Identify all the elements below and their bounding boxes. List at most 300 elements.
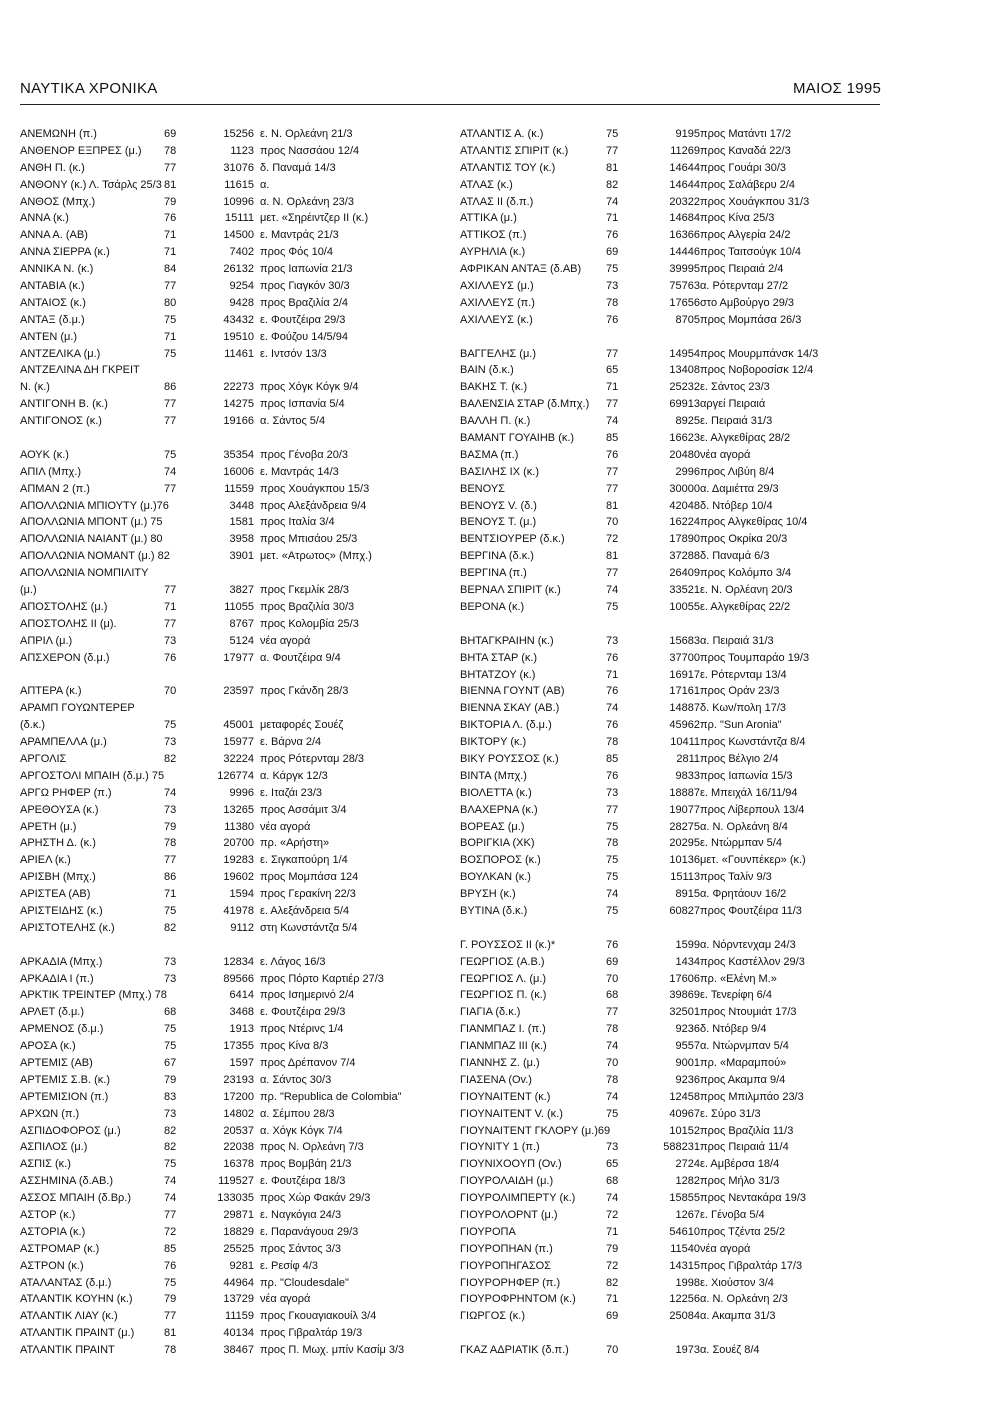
status: ε. Σιγκαπούρη 1/4 xyxy=(260,854,348,867)
ship-entry xyxy=(20,852,450,869)
ship-name: ΑΠΣΧΕΡΟΝ (δ.μ.) xyxy=(20,651,110,664)
status: νέα αγορά xyxy=(700,1242,751,1255)
tonnage: 89566 xyxy=(223,972,254,985)
tonnage: 9833 xyxy=(675,769,700,782)
status: προς Αλεξάνδρεια 9/4 xyxy=(260,499,367,512)
issue-date: ΜΑΙΟΣ 1995 xyxy=(793,80,882,97)
tonnage: 16366 xyxy=(669,229,700,242)
ship-entry xyxy=(460,227,880,244)
ship-name: ΑΤΤΙΚΑ (μ.) xyxy=(460,212,517,225)
ship-entry xyxy=(460,177,880,194)
ship-name: ΓΕΩΡΓΙΟΣ (Α.Β.) xyxy=(460,955,545,968)
ship-entry xyxy=(20,1038,450,1055)
ship-name: ΑΧΙΛΛΕΥΣ (π.) xyxy=(460,296,535,309)
ship-name: ΓΙΑΓΙΑ (δ.κ.) xyxy=(460,1006,521,1019)
tonnage: 16623 xyxy=(669,432,700,445)
build-year: 77 xyxy=(164,617,177,630)
build-year: 71 xyxy=(164,600,177,613)
build-year: 75 xyxy=(164,448,177,461)
tonnage: 10411 xyxy=(670,736,700,749)
tonnage: 13729 xyxy=(223,1293,254,1306)
ship-name: ΓΙΟΥΡΟΡΗΦΕΡ (π.) xyxy=(460,1276,561,1289)
ship-name: ΑΡΙΣΒΗ (Μπχ.) xyxy=(20,871,96,884)
ship-entry xyxy=(460,599,880,616)
tonnage: 16224 xyxy=(669,516,700,529)
ship-name: ΑΦΡΙΚΑΝ ΑΝΤΑΞ (δ.ΑΒ) xyxy=(460,263,582,276)
build-year: 74 xyxy=(606,195,619,208)
ship-entry xyxy=(460,937,880,954)
header-rule xyxy=(20,104,880,105)
status: ε. Ντώρμπαν 5/4 xyxy=(700,837,782,850)
build-year: 69 xyxy=(606,246,619,259)
ship-entry xyxy=(460,1275,880,1292)
ship-entry xyxy=(20,464,450,481)
status: ε. Τενερίφη 6/4 xyxy=(700,989,772,1002)
tonnage: 45962 xyxy=(669,719,700,732)
tonnage: 43432 xyxy=(223,313,254,326)
ship-name: ΑΠΟΣΤΟΛΗΣ ΙΙ (μ). xyxy=(20,617,117,630)
ship-name: ΒΕΝΟΥΣ xyxy=(460,482,505,495)
ship-name: ΒΙΕΝΝΑ ΓΟΥΝΤ (ΑΒ) xyxy=(460,685,565,698)
build-year: 75 xyxy=(606,600,619,613)
ship-entry xyxy=(20,1139,450,1156)
status: προς Βέλγιο 2/4 xyxy=(700,752,779,765)
build-year: 76 xyxy=(606,685,619,698)
build-year: 71 xyxy=(606,381,619,394)
build-year: 79 xyxy=(164,1293,177,1306)
ship-name: ΑΝΤΑΒΙΑ (κ.) xyxy=(20,280,85,293)
tonnage: 19602 xyxy=(223,871,254,884)
ship-entry xyxy=(460,278,880,295)
build-year: 82 xyxy=(164,752,177,765)
tonnage: 17200 xyxy=(223,1090,254,1103)
build-year: 73 xyxy=(606,634,619,647)
ship-entry xyxy=(20,177,450,194)
ship-entry xyxy=(20,920,450,937)
build-year: 77 xyxy=(606,567,619,580)
ship-entry xyxy=(20,143,450,160)
build-year: 74 xyxy=(606,415,619,428)
ship-name: ΑΤΤΙΚΟΣ (π.) xyxy=(460,229,527,242)
status: α. Ν. Ορλεάνη 2/3 xyxy=(700,1293,788,1306)
ship-name: ΑΝΤΕΝ (μ.) xyxy=(20,330,78,343)
ship-entry xyxy=(460,379,880,396)
ship-name: ΒΑΙΝ (δ.κ.) xyxy=(460,364,514,377)
tonnage: 12256 xyxy=(669,1293,700,1306)
tonnage: 18829 xyxy=(223,1225,254,1238)
ship-entry xyxy=(20,1325,450,1342)
tonnage: 19077 xyxy=(669,803,700,816)
tonnage: 30000 xyxy=(669,482,700,495)
tonnage: 7402 xyxy=(229,246,254,259)
tonnage: 13265 xyxy=(223,803,254,816)
ship-entry xyxy=(460,903,880,920)
ship-name: ΑΝΤΖΕΛΙΚΑ (μ.) xyxy=(20,347,101,360)
build-year: 70 xyxy=(606,1344,619,1357)
build-year: 77 xyxy=(164,584,177,597)
tonnage: 37288 xyxy=(669,550,700,563)
ship-entry xyxy=(20,700,450,717)
tonnage: 11461 xyxy=(224,347,254,360)
tonnage: 16378 xyxy=(223,1158,254,1171)
tonnage: 1913 xyxy=(229,1023,254,1036)
status: ε. Ναγκόγια 24/3 xyxy=(260,1209,342,1221)
ship-entry xyxy=(460,430,880,447)
ship-name: ΑΡΙΣΤΕΑ (ΑΒ) xyxy=(20,888,91,901)
status: μετ. «Ατρωτος» (Μπχ.) xyxy=(260,550,372,563)
tonnage: 11055 xyxy=(224,600,254,613)
status: προς Βραζιλία 2/4 xyxy=(260,296,349,309)
ship-name: ΑΝΤΑΙΟΣ (κ.) xyxy=(20,296,86,309)
ship-name: ΑΡΙΕΛ (κ.) xyxy=(20,854,71,867)
ship-name: ΓΙΟΥΡΟΠΗΓΑΣΟΣ xyxy=(460,1259,551,1272)
status: προς Βραζιλία 11/3 xyxy=(700,1124,794,1137)
ship-name: ΑΡΙΣΤΕΙΔΗΣ (κ.) xyxy=(20,904,103,917)
status: προς Καναδά 22/3 xyxy=(700,144,791,157)
ship-name: ΓΙΟΥΝΑΙΤΕΝΤ V. (κ.) xyxy=(460,1107,563,1120)
ship-name: ΓΙΟΥΡΟΛΙΜΠΕΡΤΥ (κ.) xyxy=(460,1192,576,1205)
tonnage: 69913 xyxy=(669,398,700,411)
status: α. Σέμπου 28/3 xyxy=(260,1107,335,1120)
publication-title: ΝΑΥΤΙΚΑ ΧΡΟΝΙΚΑ xyxy=(20,80,158,97)
ship-entry xyxy=(460,565,880,582)
ship-entry xyxy=(460,1106,880,1123)
ship-name: ΑΝΤΑΞ (δ.μ.) xyxy=(20,313,85,326)
tonnage: 2724 xyxy=(675,1158,700,1171)
status: προς Γερακίνη 22/3 xyxy=(260,888,356,901)
ship-entry xyxy=(20,1072,450,1089)
status: α. Δαμιέττα 29/3 xyxy=(700,482,779,495)
tonnage: 1434 xyxy=(675,955,700,968)
build-year: 75 xyxy=(606,263,619,276)
tonnage: 17161 xyxy=(669,685,700,698)
ship-name: (μ.) xyxy=(20,584,37,597)
build-year: 70 xyxy=(164,685,177,698)
status: ε. Αλεξάνδρεια 5/4 xyxy=(260,904,350,917)
status: προς Π. Μωχ. μπίν Κασίμ 3/3 xyxy=(260,1344,405,1357)
build-year: 73 xyxy=(606,786,619,799)
status: προς Κολομβία 25/3 xyxy=(260,617,359,630)
build-year: 74 xyxy=(606,1090,619,1103)
status: ε. Πειραιά 31/3 xyxy=(700,415,773,428)
ship-name: ΑΡΚΑΔΙΑ (Μπχ.) xyxy=(20,955,103,968)
tonnage: 3958 xyxy=(229,533,254,546)
tonnage: 14446 xyxy=(669,246,700,259)
ship-entry xyxy=(460,210,880,227)
ship-name: ΑΡΕΘΟΥΣΑ (κ.) xyxy=(20,803,99,816)
tonnage: 37700 xyxy=(669,651,700,664)
ship-entry xyxy=(460,498,880,515)
tonnage: 23193 xyxy=(223,1073,254,1086)
ship-entry xyxy=(20,768,450,785)
ship-name: ΑΣΣΗΜΙΝΑ (δ.ΑΒ.) xyxy=(20,1175,114,1188)
tonnage: 25232 xyxy=(669,381,700,394)
build-year: 74 xyxy=(164,465,177,478)
ship-entry xyxy=(20,819,450,836)
status: προς Γιβραλτάρ 17/3 xyxy=(700,1259,803,1272)
build-year: 85 xyxy=(606,432,619,445)
ship-entry xyxy=(460,1241,880,1258)
tonnage: 11615 xyxy=(224,178,254,191)
ship-name: ΓΙΟΥΝΙΤΥ 1 (π.) xyxy=(460,1141,540,1154)
tonnage: 22273 xyxy=(223,381,254,394)
build-year: 82 xyxy=(606,178,619,191)
ship-name: ΑΟΥΚ (κ.) xyxy=(20,448,69,461)
ship-name: ΒΑΓΓΕΛΗΣ (μ.) xyxy=(460,347,536,360)
ship-entry xyxy=(20,447,450,464)
ship-name: ΓΙΟΥΝΑΙΤΕΝΤ (κ.) xyxy=(460,1090,551,1103)
ship-entry xyxy=(20,413,450,430)
status: προς Τζέντα 25/2 xyxy=(700,1225,786,1238)
ship-entry xyxy=(460,650,880,667)
ship-entry xyxy=(20,396,450,413)
ship-name: ΑΡΙΣΤΟΤΕΛΗΣ (κ.) xyxy=(20,921,115,934)
status: προς Μπιλμπάο 23/3 xyxy=(700,1090,804,1103)
status: προς Αλγκεθίρας 10/4 xyxy=(700,516,808,529)
tonnage: 8767 xyxy=(229,617,254,630)
ship-entry xyxy=(460,1139,880,1156)
build-year: 73 xyxy=(606,1141,619,1154)
status: προς Γκεμλίκ 28/3 xyxy=(260,584,350,597)
status: δ. Ντόβερ 9/4 xyxy=(700,1023,767,1036)
ship-entry xyxy=(20,1207,450,1224)
build-year: 77 xyxy=(606,398,619,411)
tonnage: 10996 xyxy=(223,195,254,208)
ship-name: ΑΡΟΣΑ (κ.) xyxy=(20,1040,76,1053)
status: προς Βραζιλία 30/3 xyxy=(260,600,355,613)
ship-entry xyxy=(20,886,450,903)
ship-entry xyxy=(460,667,880,684)
tonnage: 19283 xyxy=(223,854,254,867)
build-year: 74 xyxy=(606,702,619,715)
ship-name: ΑΣΤΟΡΙΑ (κ.) xyxy=(20,1225,86,1238)
ship-entry xyxy=(460,633,880,650)
ship-name: ΑΤΛΑΝΤΙΚ ΚΟΥΗΝ (κ.) xyxy=(20,1293,133,1306)
tonnage: 9236 xyxy=(675,1073,700,1086)
status: προς Βομβάη 21/3 xyxy=(260,1158,352,1171)
status: προς Γιβραλτάρ 19/3 xyxy=(260,1327,363,1340)
build-year: 75 xyxy=(164,347,177,360)
tonnage: 20322 xyxy=(669,195,700,208)
ship-entry xyxy=(20,1089,450,1106)
ship-name: ΒΛΑΧΕΡΝΑ (κ.) xyxy=(460,803,538,816)
ship-entry xyxy=(460,852,880,869)
status: προς Μήλο 31/3 xyxy=(700,1175,780,1188)
ship-entry xyxy=(460,1123,880,1140)
status: ε. Φουτζέιρα 29/3 xyxy=(260,1006,346,1019)
status: προς Φός 10/4 xyxy=(260,246,333,259)
build-year: 75 xyxy=(164,1276,177,1289)
build-year: 77 xyxy=(164,854,177,867)
build-year: 73 xyxy=(606,280,619,293)
ship-entry xyxy=(460,1342,880,1359)
ship-name: ΑΤΛΑΝΤΙΣ ΤΟΥ (κ.) xyxy=(460,161,556,174)
status: α. Σάντος 5/4 xyxy=(260,415,326,428)
status: ε. Φούζου 14/5/94 xyxy=(260,330,348,343)
build-year: 78 xyxy=(606,1023,619,1036)
ship-entry xyxy=(20,565,450,582)
ship-entry xyxy=(460,768,880,785)
status: προς Κίνα 25/3 xyxy=(700,212,775,225)
build-year: 81 xyxy=(606,161,619,174)
build-year: 77 xyxy=(164,398,177,411)
status: προς Χώρ Φακάν 29/3 xyxy=(260,1192,371,1205)
ship-name: ΒΕΡΝΑΛ ΣΠΙΡΙΤ (κ.) xyxy=(460,584,561,597)
build-year: 75 xyxy=(606,871,619,884)
build-year: 77 xyxy=(606,465,619,478)
status: ε. Ρεσίφ 4/3 xyxy=(260,1259,318,1272)
ship-name: ΑΝΘΟΝΥ (κ.) Λ. Τσάρλς 25/3 xyxy=(20,178,162,191)
ship-entry xyxy=(20,531,450,548)
ship-entry xyxy=(20,971,450,988)
ship-name: ΒΟΡΕΑΣ (μ.) xyxy=(460,820,525,833)
ship-name: ΑΝΝΑ (κ.) xyxy=(20,212,69,225)
ship-entry xyxy=(20,717,450,734)
status: προς Φουτζέιρα 11/3 xyxy=(700,904,802,917)
ship-name: ΒΙΚΤΟΡΙΑ Λ. (δ.μ.) xyxy=(460,719,552,732)
ship-name: ΒΕΝΟΥΣ Τ. (μ.) xyxy=(460,516,537,529)
ship-entry xyxy=(460,126,880,143)
status: πρ. «Μαραμπού» xyxy=(700,1056,787,1069)
status: ε. Ν. Ορλέανη 20/3 xyxy=(700,584,793,597)
build-year: 76 xyxy=(606,229,619,242)
status: προς Ταιτσούγκ 10/4 xyxy=(700,246,802,259)
ship-entry xyxy=(20,869,450,886)
build-year: 80 xyxy=(164,296,177,309)
build-year: 75 xyxy=(164,1040,177,1053)
status: ε. Μπειχάλ 16/11/94 xyxy=(700,786,798,799)
build-year: 75 xyxy=(164,313,177,326)
ship-entry xyxy=(20,582,450,599)
ship-name: ΒΙΝΤΑ (Μπχ.) xyxy=(460,769,527,782)
ship-name: ΑΣΠΙΣ (κ.) xyxy=(20,1158,71,1171)
tonnage: 1267 xyxy=(675,1209,700,1221)
build-year: 74 xyxy=(606,1192,619,1205)
tonnage: 28275 xyxy=(669,820,700,833)
build-year: 72 xyxy=(606,1209,619,1221)
status: προς Τουμπαράο 19/3 xyxy=(700,651,810,664)
tonnage: 1594 xyxy=(229,888,254,901)
ship-name: ΑΤΛΑΝΤΙΣ Α. (κ.) xyxy=(460,128,544,140)
build-year: 84 xyxy=(164,263,177,276)
ship-entry xyxy=(20,548,450,565)
tonnage: 12834 xyxy=(223,955,254,968)
status: μετ. «Γουνπέκερ» (κ.) xyxy=(700,854,806,867)
ship-name: ΒΗΤΑ ΣΤΑΡ (κ.) xyxy=(460,651,538,664)
ship-entry xyxy=(20,1106,450,1123)
ship-entry xyxy=(460,1190,880,1207)
ship-name: ΑΝΤΖΕΛΙΝΑ ΔΗ ΓΚΡΕΙΤ xyxy=(20,364,140,377)
status: ε. Ιταζάι 23/3 xyxy=(260,786,323,799)
tonnage: 40134 xyxy=(223,1327,254,1340)
ship-name: ΑΠΡΙΛ (μ.) xyxy=(20,634,73,647)
tonnage: 17355 xyxy=(223,1040,254,1053)
status: α. xyxy=(260,178,270,191)
ship-entry xyxy=(460,1258,880,1275)
ship-name: ΑΝΝΑ ΣΙΕΡΡΑ (κ.) xyxy=(20,246,110,259)
tonnage: 9557 xyxy=(675,1040,700,1053)
build-year: 78 xyxy=(606,1073,619,1086)
ship-entry xyxy=(20,1004,450,1021)
status: ε. Ρότερνταμ 13/4 xyxy=(700,668,787,681)
build-year: 78 xyxy=(164,837,177,850)
tonnage: 14954 xyxy=(669,347,700,360)
tonnage: 26132 xyxy=(223,263,254,276)
build-year: 76 xyxy=(606,938,619,951)
ship-name: ΑΤΑΛΑΝΤΑΣ (δ.μ.) xyxy=(20,1276,112,1289)
ship-name: ΒΙΟΛΕΤΤΑ (κ.) xyxy=(460,786,532,799)
ship-entry xyxy=(20,1275,450,1292)
ship-name: ΑΣΣΟΣ ΜΠΑΙΗ (δ.Βρ.) xyxy=(20,1192,132,1205)
build-year: 72 xyxy=(606,533,619,546)
status: προς Μουρμπάνσκ 14/3 xyxy=(700,347,819,360)
ship-name: ΒΙΚΥ ΡΟΥΣΣΟΣ (κ.) xyxy=(460,752,559,765)
tonnage: 20295 xyxy=(669,837,700,850)
ship-entry xyxy=(460,514,880,531)
build-year: 76 xyxy=(164,1259,177,1272)
build-year: 75 xyxy=(606,854,619,867)
status: α. Ακαμπα 31/3 xyxy=(700,1310,776,1323)
status: προς Κολόμπο 3/4 xyxy=(700,567,792,580)
status: ε. Σάντος 23/3 xyxy=(700,381,770,394)
status: στη Κωνστάντζα 5/4 xyxy=(260,921,358,934)
ship-name: ΓΙΟΥΡΟΛΑΙΔΗ (μ.) xyxy=(460,1175,554,1188)
tonnage: 1597 xyxy=(229,1056,254,1069)
build-year: 68 xyxy=(164,1006,177,1019)
status: μεταφορές Σουέζ xyxy=(260,719,344,732)
ship-name: ΑΠΟΛΛΩΝΙΑ ΝΟΜΑΝΤ (μ.) 82 xyxy=(20,550,170,563)
status: ε. Λάγος 16/3 xyxy=(260,955,326,968)
status: ε. Ιντσόν 13/3 xyxy=(260,347,327,360)
build-year: 77 xyxy=(164,415,177,428)
build-year: 77 xyxy=(164,482,177,495)
build-year: 76 xyxy=(606,448,619,461)
ship-name: ΑΡΗΣΤΗ Δ. (κ.) xyxy=(20,837,96,850)
ship-entry xyxy=(20,751,450,768)
ship-entry xyxy=(460,886,880,903)
tonnage: 9195 xyxy=(675,128,700,140)
tonnage: 14644 xyxy=(669,178,700,191)
ship-name: ΓΙΑΝΜΠΑΖ Ι. (π.) xyxy=(460,1023,546,1036)
ship-entry xyxy=(20,683,450,700)
ship-entry xyxy=(20,498,450,515)
ship-entry xyxy=(20,903,450,920)
status: α. Πειραιά 31/3 xyxy=(700,634,774,647)
ship-entry xyxy=(20,210,450,227)
tonnage: 39869 xyxy=(669,989,700,1002)
ship-name: ΑΧΙΛΛΕΥΣ (κ.) xyxy=(460,313,533,326)
build-year: 86 xyxy=(164,871,177,884)
status: προς Γουάρι 30/3 xyxy=(700,161,787,174)
build-year: 77 xyxy=(164,1310,177,1323)
status: προς Μομπάσα 26/3 xyxy=(700,313,802,326)
build-year: 75 xyxy=(606,820,619,833)
ship-entry xyxy=(460,785,880,802)
ship-entry xyxy=(460,464,880,481)
ship-entry xyxy=(460,987,880,1004)
status: δ. Παναμά 14/3 xyxy=(260,161,336,174)
status: προς Γένοβα 20/3 xyxy=(260,448,349,461)
ship-name: ΒΕΝΟΥΣ V. (δ.) xyxy=(460,499,537,512)
ship-name: ΒΑΚΗΣ Τ. (κ.) xyxy=(460,381,528,394)
build-year: 65 xyxy=(606,364,619,377)
ship-name: ΑΡΓΩ ΡΗΦΕΡ (π.) xyxy=(20,786,112,799)
status: πρ. "Cloudesdale" xyxy=(260,1276,349,1289)
build-year: 72 xyxy=(164,1225,177,1238)
ship-entry xyxy=(460,194,880,211)
ship-entry xyxy=(460,1038,880,1055)
status: ε. Γένοβα 5/4 xyxy=(700,1209,765,1221)
